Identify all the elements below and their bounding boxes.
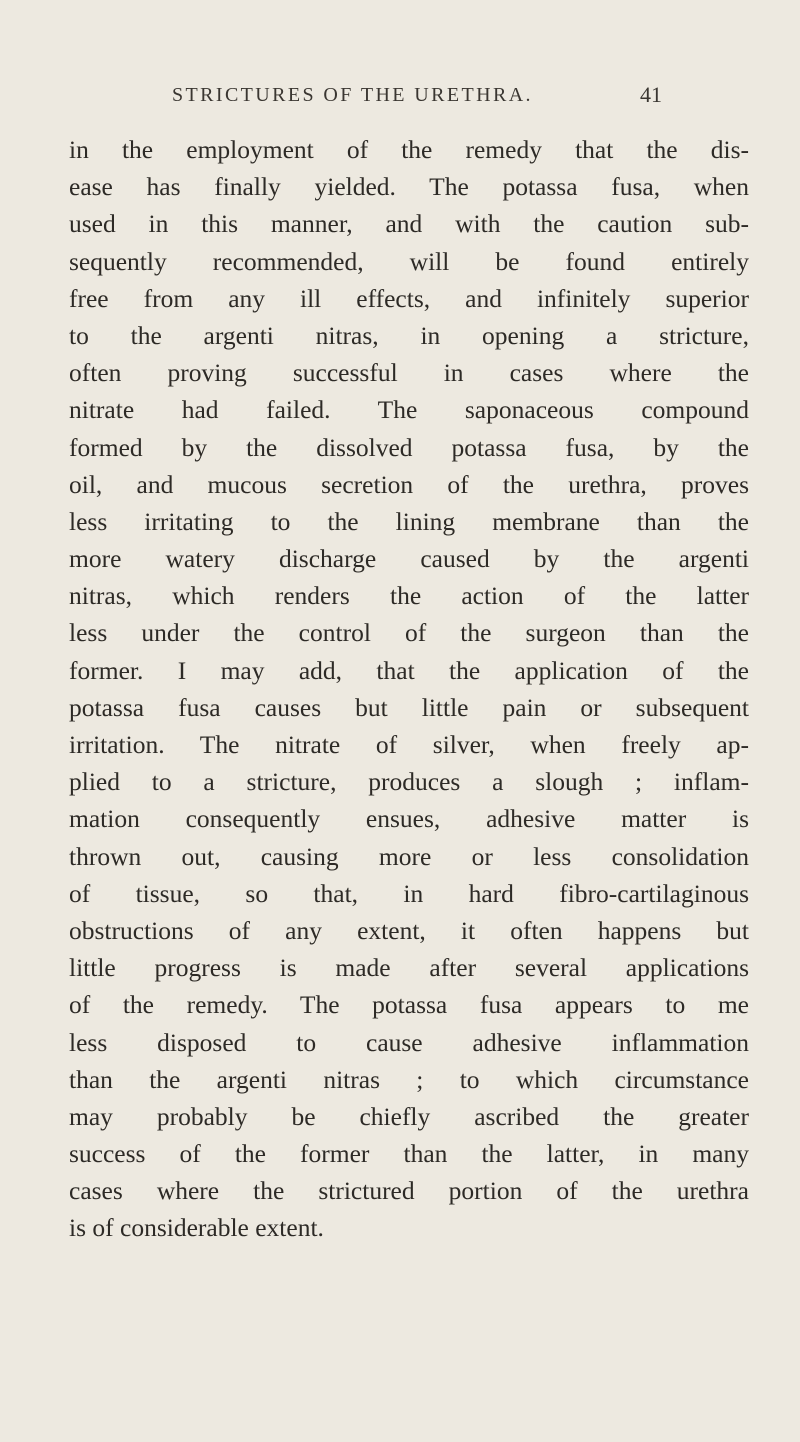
text-line: sequently recommended, will be found entirely: [69, 246, 749, 276]
text-line: to the argenti nitras, in opening a stricture,: [69, 320, 749, 350]
text-line: obstructions of any extent, it often happens but: [69, 915, 749, 945]
text-line: cases where the strictured portion of the urethra: [69, 1176, 749, 1206]
text-line: mation consequently ensues, adhesive matter is: [69, 804, 749, 834]
text-line: little progress is made after several applications: [69, 953, 749, 983]
page-number: 41: [640, 82, 662, 107]
text-line: used in this manner, and with the caution sub-: [69, 209, 749, 239]
running-title: STRICTURES OF THE URETHRA.: [172, 84, 533, 106]
text-line: often proving successful in cases where the: [69, 358, 749, 388]
text-line: formed by the dissolved potassa fusa, by the: [69, 432, 749, 462]
running-head: [0, 84, 800, 114]
text-line: ease has finally yielded. The potassa fusa, when: [69, 172, 749, 202]
text-line: less irritating to the lining membrane than the: [69, 506, 749, 536]
text-line: irritation. The nitrate of silver, when freely ap-: [69, 730, 749, 759]
text-line: nitrate had failed. The saponaceous compound: [69, 395, 749, 425]
text-line: free from any ill effects, and infinitely superior: [69, 283, 749, 313]
body-text: [69, 131, 749, 1247]
text-line: success of the former than the latter, in many: [69, 1139, 749, 1169]
text-line: less under the control of the surgeon than the: [69, 618, 749, 648]
text-line: less disposed to cause adhesive inflammation: [69, 1027, 749, 1057]
text-line: nitras, which renders the action of the latter: [69, 581, 749, 611]
text-line: may probably be chiefly ascribed the greater: [69, 1101, 749, 1131]
text-line: in the employment of the remedy that the dis-: [69, 135, 749, 164]
text-line: than the argenti nitras ; to which circumstance: [69, 1064, 749, 1094]
text-line: plied to a stricture, produces a slough ; inflam-: [69, 767, 749, 797]
text-line: of the remedy. The potassa fusa appears to me: [69, 990, 749, 1020]
text-line: of tissue, so that, in hard fibro-cartilaginous: [69, 878, 749, 908]
text-line: oil, and mucous secretion of the urethra, proves: [69, 469, 749, 499]
text-line: thrown out, causing more or less consolidation: [69, 841, 749, 871]
text-line: potassa fusa causes but little pain or subsequent: [69, 692, 749, 722]
text-line: is of considerable extent.: [69, 1213, 324, 1243]
text-line: former. I may add, that the application of the: [69, 655, 749, 685]
text-line: more watery discharge caused by the argenti: [69, 544, 749, 574]
